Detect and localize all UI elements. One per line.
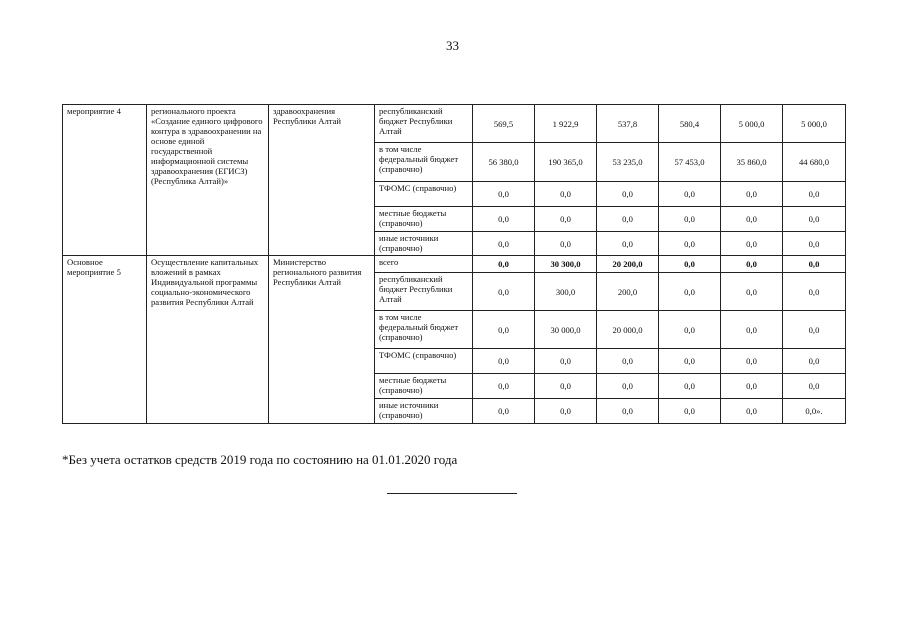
value-cell: 580,4 <box>659 105 721 143</box>
value-cell: 0,0 <box>721 207 783 232</box>
value-cell: 57 453,0 <box>659 143 721 182</box>
value-cell: 0,0 <box>783 207 846 232</box>
value-cell: 0,0 <box>535 232 597 256</box>
value-cell: 0,0 <box>783 349 846 374</box>
value-cell: 0,0 <box>783 182 846 207</box>
value-cell: 20 000,0 <box>597 311 659 349</box>
value-cell: 0,0 <box>783 256 846 273</box>
value-cell: 0,0». <box>783 399 846 424</box>
measure-name: мероприятие 4 <box>63 105 147 256</box>
value-cell: 0,0 <box>597 207 659 232</box>
value-cell: 300,0 <box>535 273 597 311</box>
value-cell: 0,0 <box>783 273 846 311</box>
value-cell: 0,0 <box>535 374 597 399</box>
value-cell: 0,0 <box>659 232 721 256</box>
funding-source: в том числе федеральный бюджет (справочно) <box>375 143 473 182</box>
value-cell: 0,0 <box>659 311 721 349</box>
value-cell: 30 300,0 <box>535 256 597 273</box>
value-cell: 0,0 <box>535 399 597 424</box>
funding-source: республиканский бюджет Республики Алтай <box>375 105 473 143</box>
value-cell: 0,0 <box>721 311 783 349</box>
funding-source: в том числе федеральный бюджет (справочно) <box>375 311 473 349</box>
value-cell: 0,0 <box>597 374 659 399</box>
value-cell: 200,0 <box>597 273 659 311</box>
table-row <box>63 105 846 143</box>
measure-description: регионального проекта «Создание единого цифрового контура в здравоохранении на основе единой государственной информационной системы здравоохранения (ЕГИСЗ) (Республика Алтай)» <box>147 105 269 256</box>
value-cell: 0,0 <box>473 273 535 311</box>
value-cell: 0,0 <box>597 399 659 424</box>
value-cell: 5 000,0 <box>721 105 783 143</box>
value-cell: 35 860,0 <box>721 143 783 182</box>
measure-description: Осуществление капитальных вложений в рамках Индивидуальной программы социально-экономического развития Республики Алтай <box>147 256 269 424</box>
value-cell: 0,0 <box>597 349 659 374</box>
budget-table <box>62 104 846 424</box>
value-cell: 0,0 <box>721 182 783 207</box>
funding-source: всего <box>375 256 473 273</box>
value-cell: 30 000,0 <box>535 311 597 349</box>
funding-source: местные бюджеты (справочно) <box>375 374 473 399</box>
funding-source: иные источники (справочно) <box>375 399 473 424</box>
value-cell: 0,0 <box>473 256 535 273</box>
value-cell: 537,8 <box>597 105 659 143</box>
value-cell: 0,0 <box>721 399 783 424</box>
value-cell: 0,0 <box>659 399 721 424</box>
value-cell: 0,0 <box>597 182 659 207</box>
value-cell: 0,0 <box>597 232 659 256</box>
value-cell: 0,0 <box>473 349 535 374</box>
value-cell: 0,0 <box>473 311 535 349</box>
value-cell: 190 365,0 <box>535 143 597 182</box>
value-cell: 0,0 <box>783 311 846 349</box>
funding-source: ТФОМС (справочно) <box>375 349 473 374</box>
value-cell: 0,0 <box>721 273 783 311</box>
value-cell: 44 680,0 <box>783 143 846 182</box>
value-cell: 0,0 <box>535 349 597 374</box>
value-cell: 0,0 <box>659 273 721 311</box>
closing-divider <box>387 493 517 494</box>
value-cell: 0,0 <box>473 207 535 232</box>
value-cell: 0,0 <box>659 207 721 232</box>
value-cell: 0,0 <box>721 232 783 256</box>
value-cell: 0,0 <box>535 182 597 207</box>
value-cell: 0,0 <box>473 182 535 207</box>
measure-executor: здравоохранения Республики Алтай <box>269 105 375 256</box>
value-cell: 0,0 <box>473 232 535 256</box>
value-cell: 0,0 <box>783 232 846 256</box>
value-cell: 5 000,0 <box>783 105 846 143</box>
measure-name: Основное мероприятие 5 <box>63 256 147 424</box>
footnote: *Без учета остатков средств 2019 года по состоянию на 01.01.2020 года <box>62 452 458 467</box>
value-cell: 1 922,9 <box>535 105 597 143</box>
value-cell: 20 200,0 <box>597 256 659 273</box>
value-cell: 0,0 <box>473 374 535 399</box>
measure-executor: Министерство регионального развития Республики Алтай <box>269 256 375 424</box>
funding-source: республиканский бюджет Республики Алтай <box>375 273 473 311</box>
value-cell: 53 235,0 <box>597 143 659 182</box>
value-cell: 56 380,0 <box>473 143 535 182</box>
funding-source: иные источники (справочно) <box>375 232 473 256</box>
value-cell: 0,0 <box>659 349 721 374</box>
page-number: 33 <box>446 38 459 53</box>
value-cell: 0,0 <box>659 182 721 207</box>
value-cell: 569,5 <box>473 105 535 143</box>
value-cell: 0,0 <box>659 374 721 399</box>
value-cell: 0,0 <box>535 207 597 232</box>
value-cell: 0,0 <box>473 399 535 424</box>
table-row <box>63 256 846 273</box>
value-cell: 0,0 <box>721 374 783 399</box>
value-cell: 0,0 <box>721 349 783 374</box>
value-cell: 0,0 <box>783 374 846 399</box>
value-cell: 0,0 <box>721 256 783 273</box>
value-cell: 0,0 <box>659 256 721 273</box>
funding-source: местные бюджеты (справочно) <box>375 207 473 232</box>
funding-source: ТФОМС (справочно) <box>375 182 473 207</box>
